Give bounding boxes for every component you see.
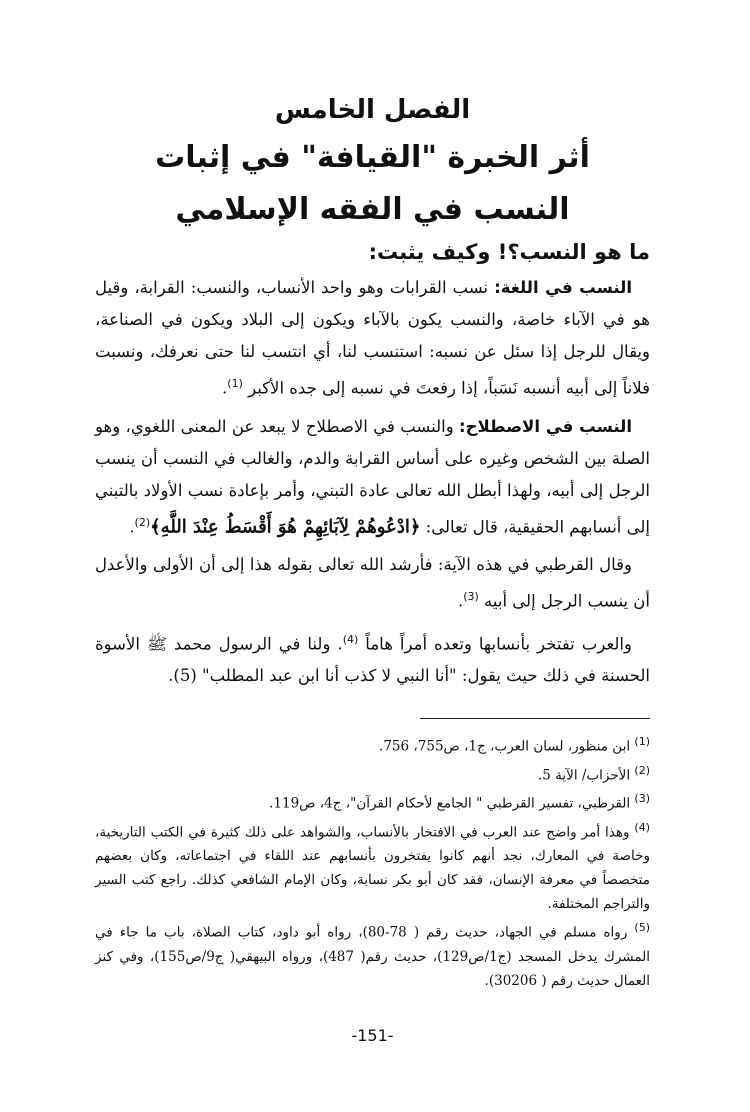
footnote-3 [95, 787, 650, 816]
paragraph-1 [95, 272, 650, 405]
footnote-4 [95, 816, 650, 917]
chapter-titles [95, 88, 650, 236]
footnote-ref: (1) [227, 377, 243, 390]
paragraph-end: . [457, 591, 464, 611]
footnote-1 [95, 730, 650, 759]
footnote-ref: (3) [463, 590, 479, 603]
paragraph-end: . [222, 378, 228, 398]
paragraph-4 [95, 624, 650, 693]
paragraph-end: . [129, 517, 135, 536]
footnote-ref: (2) [134, 515, 151, 529]
footnote-number: (5) [634, 921, 650, 934]
paragraph-text: والعرب تفتخر بأنسابها وتعده أمراً هاماً [358, 634, 632, 653]
footnote-5 [95, 916, 650, 993]
footnote-text: وهذا أمر واضح عند العرب في الافتخار بالأنساب، والشواهد على ذلك كثيرة في الكتب التاريخية، وخاصة في المعارك، نجد أنهم كانوا يفتخرون بأنسابهم عند اللقاء في اجتماعاته، وكان بعضهم متخصصاً في معرفة الإنسان، فقد كان أبو بكر نسابة، وكان الإمام الشافعي كذلك. راجع كتب السير والتراجم المختلفة. [95, 824, 650, 912]
quran-verse: ﴿ادْعُوهُمْ لِآبَائِهِمْ هُوَ أَقْسَطُ عِنْدَ اللَّهِ﴾ [150, 516, 421, 537]
paragraph-text: والنسب في الاصطلاح لا يبعد عن المعنى اللغوي، وهو الصلة بين الشخص وغيره على أساس القرابة والدم، والغالب في النسب أن ينسب الرجل إلى أبيه، ولهذا أبطل الله تعالى عادة التبني، وأمر بإعادة نسب الأولاد بالتبني إلى أنسابهم الحقيقية، قال تعالى: [95, 416, 650, 536]
chapter-subtitle-line-2: النسب في الفقه الإسلامي [175, 192, 570, 227]
footnote-text: القرطبي، تفسير القرطبي " الجامع لأحكام القرآن"، ج4، ص119. [269, 795, 631, 812]
paragraph-2 [95, 411, 650, 544]
paragraph-3 [95, 549, 650, 618]
page-number: -151- [351, 1026, 394, 1045]
paragraph-end: . ولنا في الرسول محمد ﷺ الأسوة الحسنة في ذلك حيث يقول: "أنا النبي لا كذب أنا ابن عبد المطلب" (5). [95, 634, 650, 685]
footnote-number: (4) [634, 820, 650, 834]
document-page [95, 0, 650, 1112]
footnotes [95, 730, 650, 993]
chapter-subtitle-line-1: أثر الخبرة "القيافة" في إثبات [155, 140, 590, 175]
paragraph-term: النسب في الاصطلاح: [459, 416, 633, 436]
footnote-ref: (4) [342, 632, 359, 646]
body-text [95, 272, 650, 698]
paragraph-text: نسب القرابات وهو واحد الأنساب، والنسب: القرابة، وقيل هو في الآباء خاصة، والنسب يكون بالآباء ويكون إلى البلاد ويكون في الصناعة، ويقال للرجل إذا سئل عن نسبه: استنسب لنا، أي انتسب لنا حتى نعرفك، ونسبت فلاناً إلى أبيه أنسبه نَسَباً، إذا رفعتَ في نسبه إلى جده الأكبر [95, 278, 650, 398]
paragraph-term: النسب في اللغة: [494, 278, 632, 297]
footnote-number: (1) [634, 735, 650, 748]
section-heading: ما هو النسب؟! وكيف يثبت: [368, 240, 650, 264]
chapter-title: الفصل الخامس [274, 95, 471, 125]
footnote-divider [420, 718, 650, 719]
footnote-text: ابن منظور، لسان العرب، ج1، ص755، 756. [379, 738, 631, 755]
footnote-text: الأحزاب/ الآية 5. [537, 767, 631, 783]
footnote-number: (2) [634, 763, 650, 777]
footnote-2 [95, 759, 650, 788]
paragraph-text: وقال القرطبي في هذه الآية: فأرشد الله تعالى بقوله هذا إلى أن الأولى والأعدل أن ينسب الرجل إلى أبيه [95, 555, 650, 611]
footnote-number: (3) [634, 792, 650, 805]
footnote-text: رواه مسلم في الجهاد، حديث رقم ( 78-80)، رواه أبو داود، كتاب الصلاة، باب ما جاء في المشرك يدخل المسجد (ج1/ص129)، حديث رقم( 487)، ورواه البيهقي( ج9/ص155)، وفي كنز العمال حديث رقم ( 30206). [95, 924, 650, 989]
